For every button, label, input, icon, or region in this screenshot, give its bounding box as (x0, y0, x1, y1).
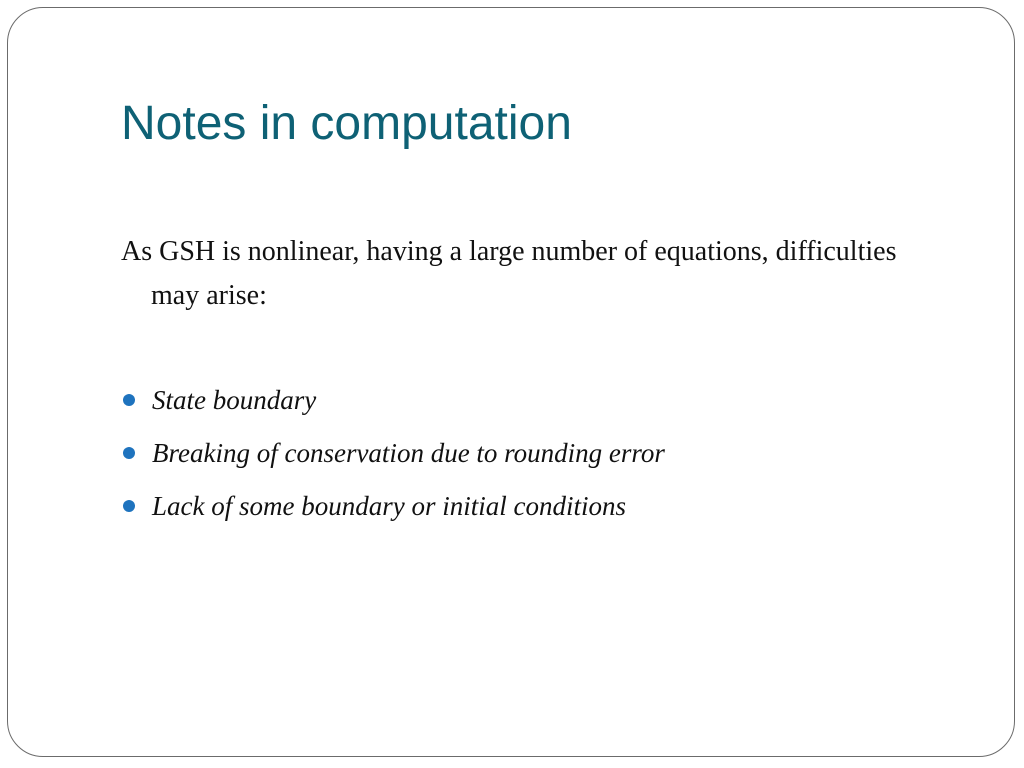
intro-paragraph: As GSH is nonlinear, having a large number of equations, difficulties may arise: (121, 236, 897, 311)
bullet-item (121, 484, 665, 537)
bullet-list (121, 378, 665, 537)
bullet-text: Lack of some boundary or initial conditions (152, 491, 626, 521)
bullet-text: Breaking of conservation due to rounding error (152, 438, 665, 468)
bullet-item (121, 431, 665, 484)
bullet-dot-icon (123, 394, 135, 406)
bullet-text: State boundary (152, 385, 317, 415)
bullet-item (121, 378, 665, 431)
bullet-dot-icon (123, 500, 135, 512)
bullet-dot-icon (123, 447, 135, 459)
slide-frame (7, 7, 1015, 757)
slide-title: Notes in computation (121, 97, 572, 150)
